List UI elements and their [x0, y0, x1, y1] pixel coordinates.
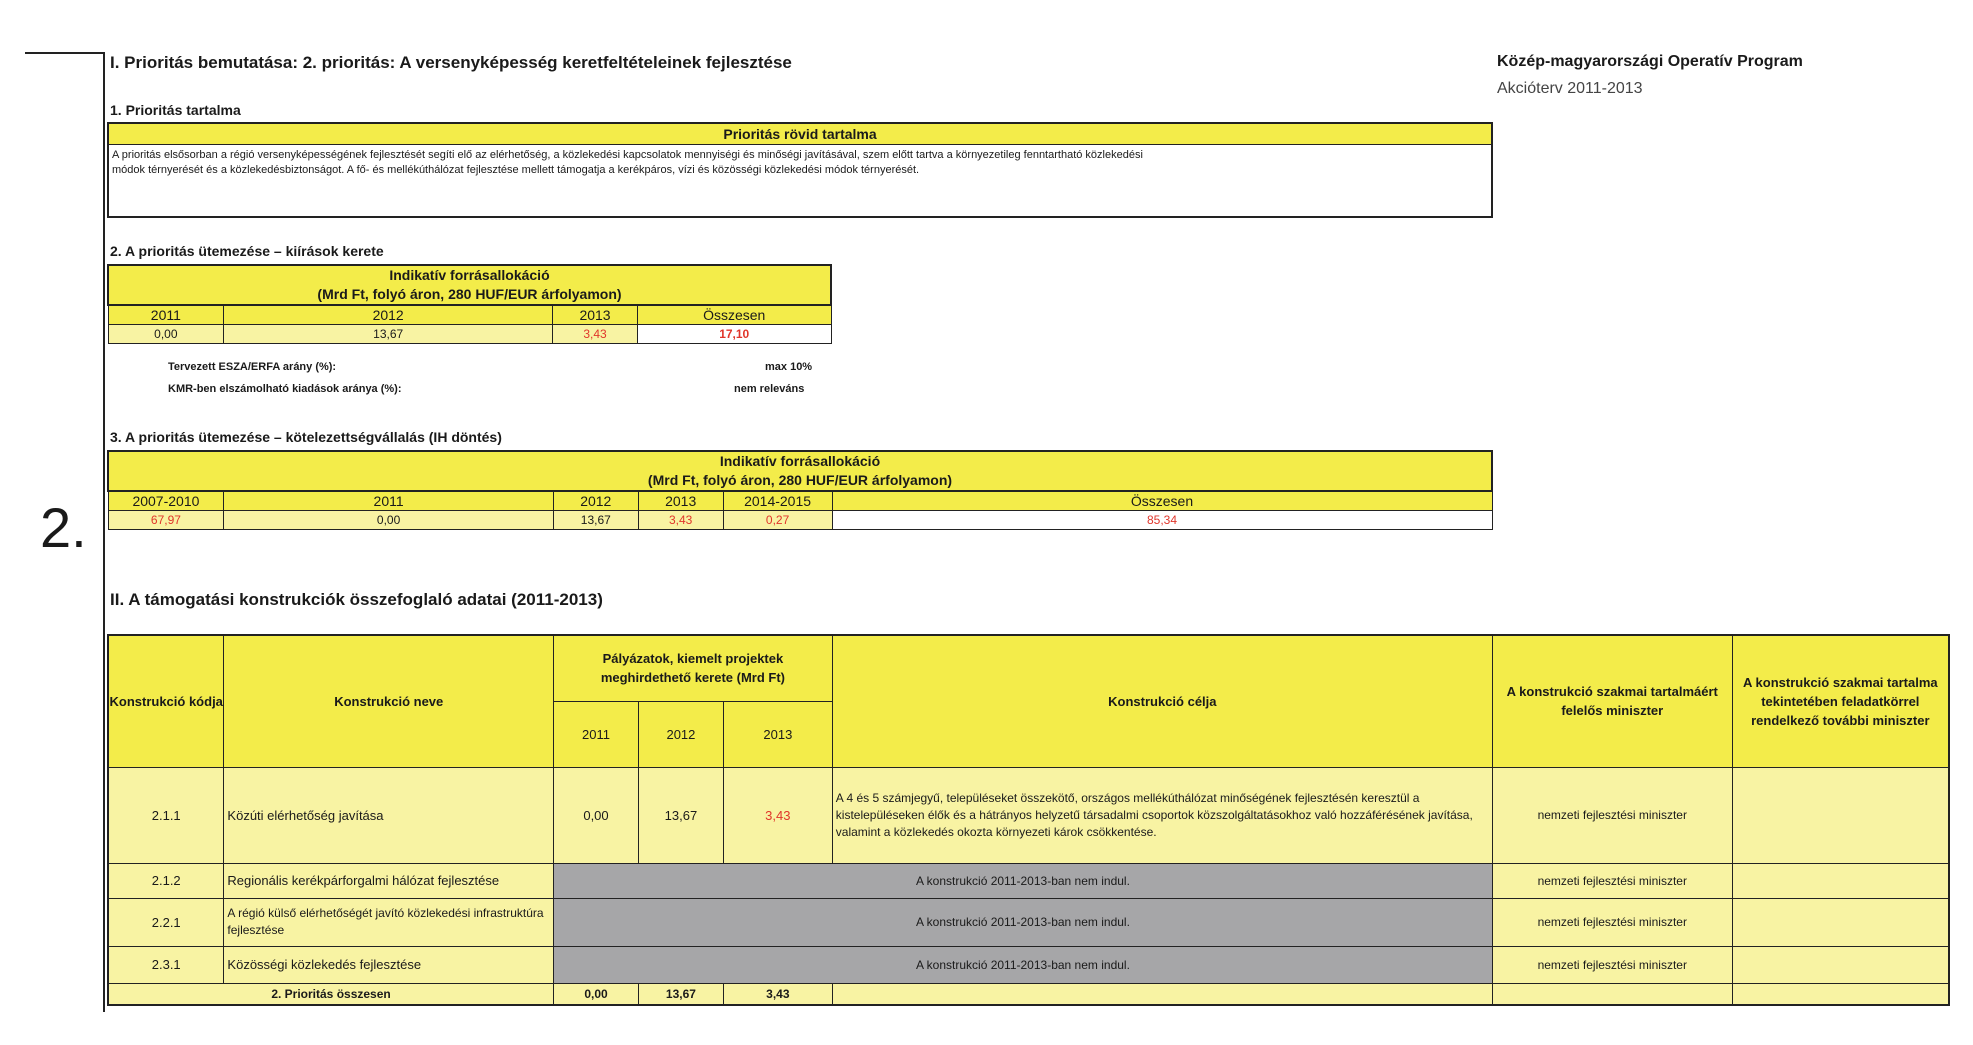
row-name: Közúti elérhetőség javítása — [224, 767, 554, 863]
esza-erfa-label: Tervezett ESZA/ERFA arány (%): — [168, 361, 337, 373]
priority-summary-text — [109, 145, 1491, 181]
calls-allocation-table — [107, 264, 832, 344]
commitment-header-line-1: Indikatív forrásallokáció — [719, 453, 881, 469]
row-other-minister — [1732, 898, 1949, 946]
row-code: 2.1.1 — [108, 767, 224, 863]
row-name: Közösségi közlekedés fejlesztése — [224, 946, 554, 983]
row-2013: 3,43 — [723, 767, 832, 863]
priority-summary-line-2: módok térnyerését és a közlekedésbiztonságot. A fő- és mellékúthálózat fejlesztése mellett támogatja a kerékpáros, vízi és közösségi közlekedési módok térnyerését. — [112, 164, 920, 176]
header-name: Konstrukció neve — [224, 635, 554, 767]
constructions-table — [107, 634, 1950, 1006]
row-other-minister — [1732, 767, 1949, 863]
row-code: 2.2.1 — [108, 898, 224, 946]
value-2011: 0,00 — [108, 324, 224, 343]
priority-summary-line-1: A prioritás elsősorban a régió versenyképességének fejlesztését segíti elő az elérhetőség, a közlekedési kapcsolatok mennyiségi és minőségi javításával, szem előtt tartva a környezetileg fenntartható közlekedési — [112, 149, 1143, 161]
row-other-minister — [1732, 863, 1949, 898]
section-ii-title: II. A támogatási konstrukciók összefoglaló adatai (2011-2013) — [110, 590, 603, 609]
priority-summary-box — [107, 122, 1493, 218]
col-2011: 2011 — [108, 305, 224, 324]
section-3-title: 3. A prioritás ütemezése – kötelezettségvállalás (IH döntés) — [110, 429, 502, 445]
total-2012: 13,67 — [638, 983, 723, 1005]
col-2013: 2013 — [553, 305, 638, 324]
header-goal: Konstrukció célja — [832, 635, 1492, 767]
col-total: Összesen — [637, 305, 831, 324]
header-minister: A konstrukció szakmai tartalmáért felelős miniszter — [1492, 635, 1732, 767]
total-label: 2. Prioritás összesen — [108, 983, 554, 1005]
total-2013: 3,43 — [723, 983, 832, 1005]
row-code: 2.3.1 — [108, 946, 224, 983]
col-2012: 2012 — [224, 305, 553, 324]
commitment-allocation-header — [108, 451, 1492, 491]
col-total: Összesen — [832, 491, 1492, 510]
table-row — [108, 946, 1949, 983]
header-2011: 2011 — [554, 701, 639, 767]
header-other-minister: A konstrukció szakmai tartalma tekintetében feladatkörrel rendelkező további miniszter — [1732, 635, 1949, 767]
row-not-starting: A konstrukció 2011-2013-ban nem indul. — [554, 946, 1493, 983]
value-2007-2010: 67,97 — [108, 510, 224, 529]
total-goal-empty — [832, 983, 1492, 1005]
header-2013: 2013 — [723, 701, 832, 767]
value-2014-2015: 0,27 — [723, 510, 832, 529]
kmr-ratio-value: nem releváns — [734, 383, 805, 395]
col-2007-2010: 2007-2010 — [108, 491, 224, 510]
header-code: Konstrukció kódja — [108, 635, 224, 767]
kmr-ratio-label: KMR-ben elszámolható kiadások aránya (%): — [168, 383, 402, 395]
row-name: Regionális kerékpárforgalmi hálózat fejlesztése — [224, 863, 554, 898]
row-not-starting: A konstrukció 2011-2013-ban nem indul. — [554, 898, 1493, 946]
row-2011: 0,00 — [554, 767, 639, 863]
row-minister: nemzeti fejlesztési miniszter — [1492, 946, 1732, 983]
esza-erfa-value: max 10% — [765, 361, 813, 373]
value-total: 17,10 — [637, 324, 831, 343]
section-1-title: 1. Prioritás tartalma — [110, 102, 241, 118]
total-minister-empty — [1492, 983, 1732, 1005]
priority-summary-header: Prioritás rövid tartalma — [109, 124, 1491, 145]
allocation-header-line-1: Indikatív forrásallokáció — [389, 267, 550, 283]
action-plan-label: Akcióterv 2011-2013 — [1497, 80, 1643, 97]
allocation-header — [108, 265, 831, 305]
value-2012: 13,67 — [553, 510, 638, 529]
program-name: Közép-magyarországi Operatív Program — [1497, 53, 1803, 70]
row-name: A régió külső elérhetőségét javító közlekedési infrastruktúra fejlesztése — [224, 898, 554, 946]
allocation-header-line-2: (Mrd Ft, folyó áron, 280 HUF/EUR árfolyamon) — [317, 286, 622, 302]
section-marker: 2. — [40, 496, 87, 559]
row-goal: A 4 és 5 számjegyű, településeket összekötő, országos mellékúthálózat minőségének fejlesztésén keresztül a kistelepüléseken élők és a hátrányos helyzetű társadalmi csoportok közszolgáltatásokhoz való hozzáférésének javítása, valamint a közlekedés okozta környezeti károk csökkentése. — [832, 767, 1492, 863]
value-2012: 13,67 — [224, 324, 553, 343]
row-code: 2.1.2 — [108, 863, 224, 898]
header-frame: Pályázatok, kiemelt projektek meghirdethető kerete (Mrd Ft) — [554, 635, 833, 701]
value-2013: 3,43 — [638, 510, 723, 529]
total-2011: 0,00 — [554, 983, 639, 1005]
page-title: I. Prioritás bemutatása: 2. prioritás: A versenyképesség keretfeltételeinek fejlesztése — [110, 53, 792, 72]
commitment-header-line-2: (Mrd Ft, folyó áron, 280 HUF/EUR árfolyamon) — [647, 472, 953, 488]
row-other-minister — [1732, 946, 1949, 983]
header-2012: 2012 — [638, 701, 723, 767]
row-minister: nemzeti fejlesztési miniszter — [1492, 898, 1732, 946]
table-row — [108, 898, 1949, 946]
table-row — [108, 767, 1949, 863]
value-2011: 0,00 — [224, 510, 553, 529]
commitment-allocation-table — [107, 450, 1493, 530]
table-row — [108, 863, 1949, 898]
total-other-empty — [1732, 983, 1949, 1005]
value-total: 85,34 — [832, 510, 1492, 529]
col-2011: 2011 — [224, 491, 553, 510]
col-2012: 2012 — [553, 491, 638, 510]
total-row — [108, 983, 1949, 1005]
row-2012: 13,67 — [638, 767, 723, 863]
col-2013: 2013 — [638, 491, 723, 510]
section-2-title: 2. A prioritás ütemezése – kiírások kerete — [110, 243, 384, 259]
row-not-starting: A konstrukció 2011-2013-ban nem indul. — [554, 863, 1493, 898]
row-minister: nemzeti fejlesztési miniszter — [1492, 767, 1732, 863]
value-2013: 3,43 — [553, 324, 638, 343]
row-minister: nemzeti fejlesztési miniszter — [1492, 863, 1732, 898]
col-2014-2015: 2014-2015 — [723, 491, 832, 510]
